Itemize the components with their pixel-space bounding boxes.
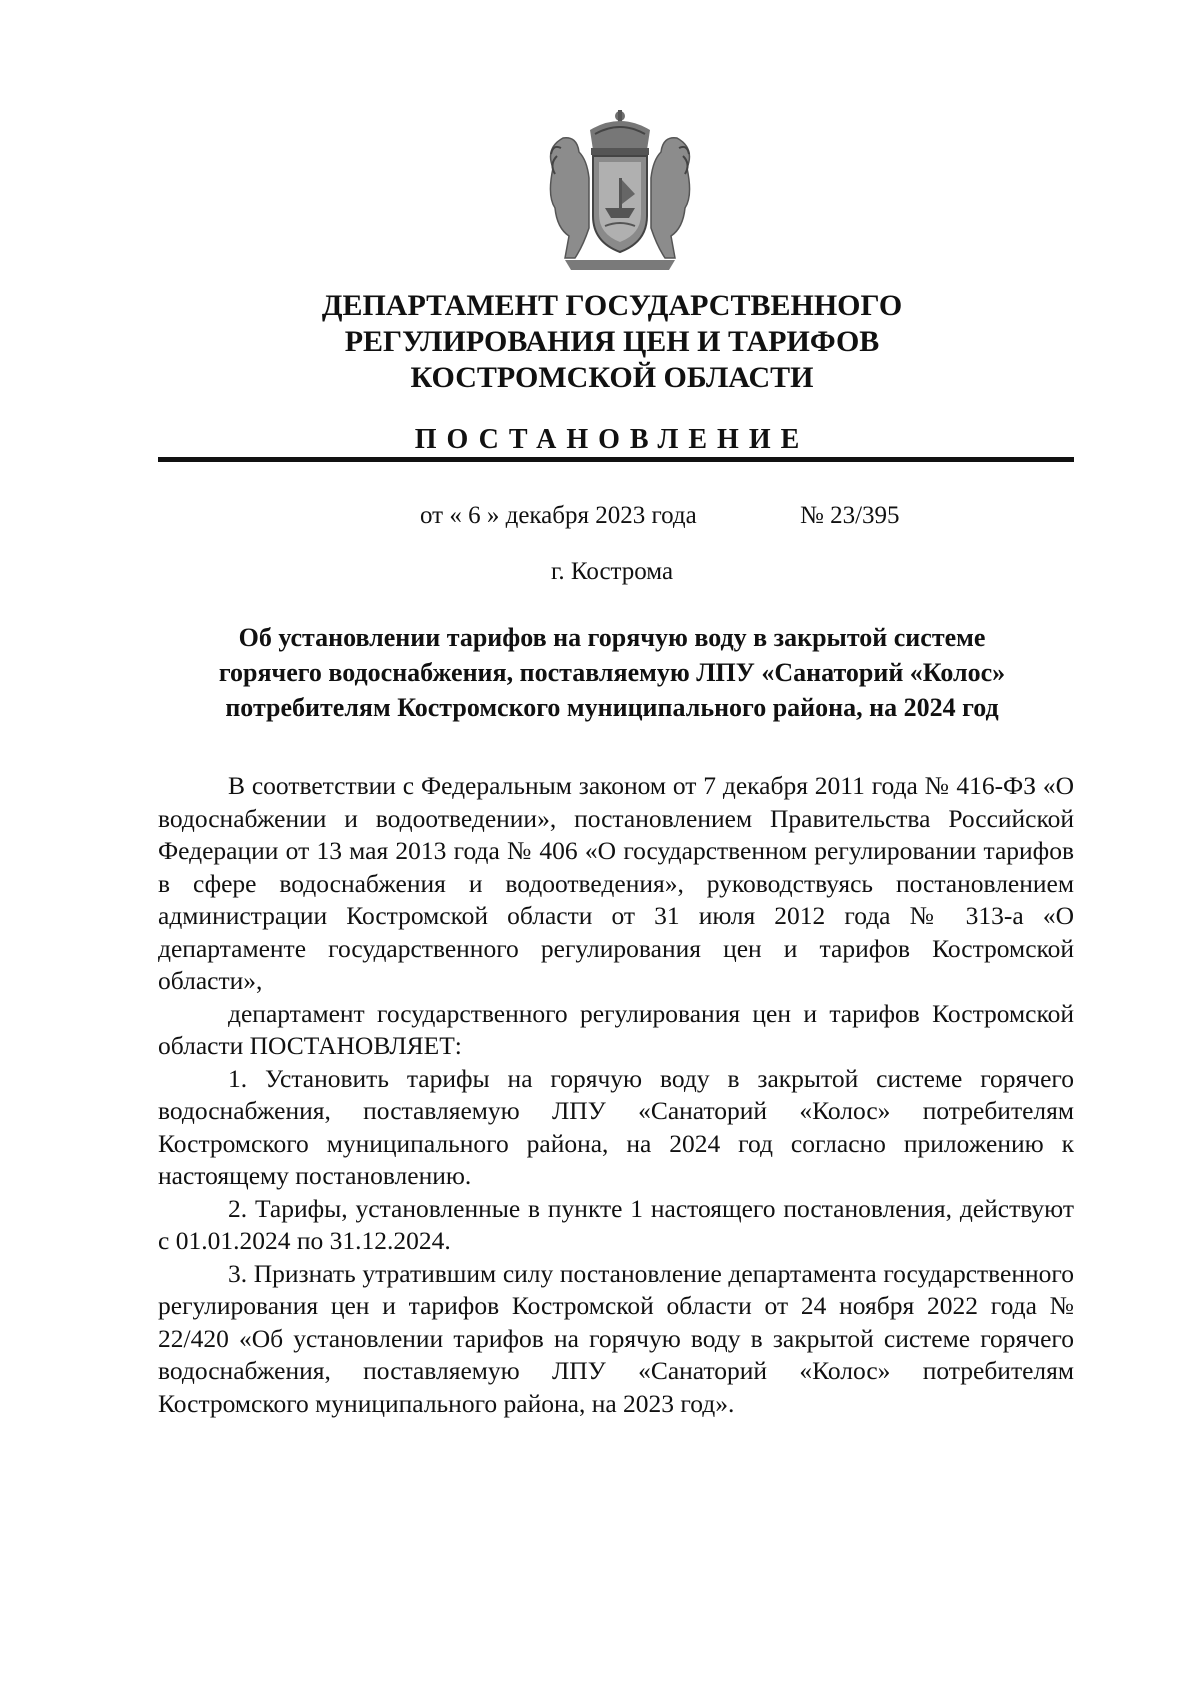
kostroma-oblast-coat-of-arms-icon (535, 108, 705, 276)
document-city: г. Кострома (550, 558, 674, 585)
body-paragraph-item-3: 3. Признать утратившим силу постановление департамента государственного регулирования цен и тарифов Костромской области от 24 ноября 2022 года № 22/420 «Об установлении тарифов на горячую воду в закрытой системе горячего водоснабжения, поставляемую ЛПУ «Санаторий «Колос» потребителям Костромского муниципального района, на 2023 год». (158, 1258, 1074, 1418)
body-paragraph-resolves: департамент государственного регулирования цен и тарифов Костромской области ПОСТАНОВЛЯЕТ: (158, 998, 1074, 1060)
document-date: от « 6 » декабря 2023 года (420, 502, 697, 529)
body-paragraph-item-2: 2. Тарифы, установленные в пункте 1 настоящего постановления, действуют с 01.01.2024 по 31.12.2024. (158, 1193, 1074, 1255)
document-title (170, 620, 1054, 725)
document-type-heading: ПОСТАНОВЛЕНИЕ (414, 424, 810, 455)
department-name (150, 288, 1074, 396)
document-title-line: потребителям Костромского муниципального района, на 2024 год (225, 693, 999, 722)
document-title-line: Об установлении тарифов на горячую воду в закрытой системе (238, 623, 986, 652)
department-name-line: ДЕПАРТАМЕНТ ГОСУДАРСТВЕННОГО (321, 289, 903, 322)
department-name-line: РЕГУЛИРОВАНИЯ ЦЕН И ТАРИФОВ (344, 325, 880, 358)
department-name-line: КОСТРОМСКОЙ ОБЛАСТИ (410, 361, 814, 394)
document-number: № 23/395 (800, 502, 900, 529)
document-title-line: горячего водоснабжения, поставляемую ЛПУ «Санаторий «Колос» (218, 658, 1006, 687)
header-divider (158, 457, 1074, 462)
body-paragraph-preamble: В соответствии с Федеральным законом от 7 декабря 2011 года № 416-ФЗ «О водоснабжении и водоотведении», постановлением Правительства Российской Федерации от 13 мая 2013 года № 406 «О государственном регулировании тарифов в сфере водоснабжения и водоотведения», руководствуясь постановлением администрации Костромской области от 31 июля 2012 года № 313-а «О департаменте государственного регулирования цен и тарифов Костромской области», (158, 771, 1074, 995)
body-paragraph-item-1: 1. Установить тарифы на горячую воду в закрытой системе горячего водоснабжения, поставляемую ЛПУ «Санаторий «Колос» потребителям Костромского муниципального района, на 2024 год согласно приложению к настоящему постановлению. (158, 1063, 1074, 1190)
document-body (158, 770, 1074, 1420)
